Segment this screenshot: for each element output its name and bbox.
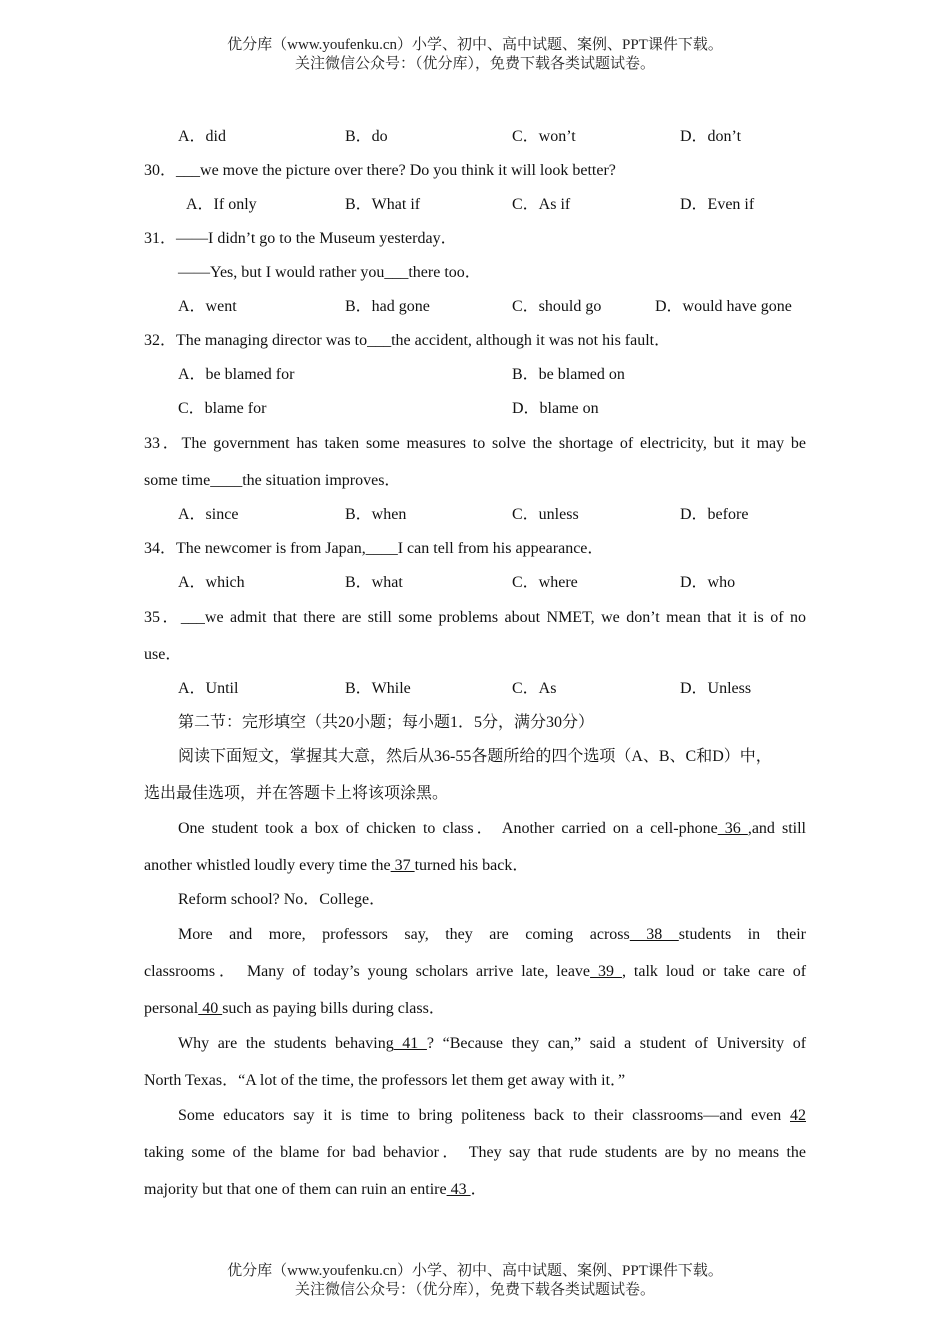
q32-blank: ___ [367, 332, 392, 349]
header-line-2: 关注微信公众号：（优分库），免费下载各类试题试卷。 [294, 56, 655, 72]
q35-option-a: A．Until [178, 680, 239, 697]
q35-text: we admit that there are still some problems about NMET, we don’t mean that it is of no [204, 609, 806, 626]
passage-p4-line-1: Why are the students behaving 41 ? “Because they can,” said a student of University of [178, 1035, 807, 1052]
q31-option-b: B．had gone [345, 298, 430, 315]
q32-option-d: D．blame on [512, 400, 599, 417]
section-2-instruction-2: 选出最佳选项，并在答题卡上将该项涂黑。 [144, 785, 449, 802]
q31-number: 31． [144, 230, 177, 247]
q34-option-b: B．what [345, 574, 403, 591]
q33-text-b: the situation improves． [242, 472, 401, 489]
footer-line-1: 优分库（www.youfenku.cn）小学、初中、高中试题、案例、PPT课件下载。 [227, 1263, 723, 1279]
q30-option-d: D．Even if [680, 196, 755, 213]
q33-option-b: B．when [345, 506, 407, 523]
q35-option-c: C．As [512, 680, 557, 697]
blank-42: 42 [790, 1107, 807, 1124]
passage-p3-line-1: More and more, professors say, they are coming across 38 students in their [178, 926, 806, 943]
q34-stem [144, 539, 603, 559]
section-2-title: 第二节：完形填空（共20小题；每小题1．5分，满分30分） [178, 714, 595, 731]
blank-38: 38 [629, 926, 679, 943]
q33-stem-line-2 [144, 471, 400, 491]
q31-dialogue-1: ——I didn’t go to the Museum yesterday． [176, 230, 457, 247]
blank-39: 39 [590, 963, 622, 980]
passage-p5-line-2: taking some of the blame for bad behavior． They say that rude students are by no means the [144, 1144, 806, 1161]
q30-option-b: B．What if [345, 196, 421, 213]
q31-option-a: A．went [178, 298, 237, 315]
q31-dialogue-2a: ——Yes, but I would rather you [178, 264, 385, 281]
q30-stem [144, 161, 616, 181]
q34-text-a: 34．The newcomer is from Japan, [144, 540, 366, 557]
q30-number: 30． [144, 162, 177, 179]
passage-p1-line-1: One student took a box of chicken to class． Another carried on a cell-phone 36 ,and still [178, 820, 806, 837]
q29-option-a: A．did [178, 128, 227, 145]
q30-option-a: A．If only [186, 196, 257, 213]
q35-option-d: D．Unless [680, 680, 752, 697]
q34-option-d: D．who [680, 574, 736, 591]
q32-option-c: C．blame for [178, 400, 267, 417]
q29-option-b: B．do [345, 128, 388, 145]
q29-option-c: C．won’t [512, 128, 576, 145]
q31-dialogue-2b: there too． [408, 264, 481, 281]
q35-stem-line-2: use． [144, 646, 182, 663]
q30-option-c: C．As if [512, 196, 571, 213]
footer-line-2: 关注微信公众号：（优分库），免费下载各类试题试卷。 [294, 1282, 655, 1298]
page-header [0, 36, 950, 74]
blank-43: 43 [446, 1181, 471, 1198]
q32-text-a: The managing director was to [176, 332, 368, 349]
q35-number: 35． [144, 609, 181, 626]
q32-stem [144, 331, 670, 351]
q33-option-d: D．before [680, 506, 749, 523]
q34-option-c: C．where [512, 574, 578, 591]
q31-option-c: C．should go [512, 298, 602, 315]
passage-p1-line-2: another whistled loudly every time the 37 turned his back． [144, 857, 529, 874]
q31-blank: ___ [384, 264, 409, 281]
q32-option-b: B．be blamed on [512, 366, 625, 383]
section-2-instruction-1: 阅读下面短文，掌握其大意，然后从36-55各题所给的四个选项（A、B、C和D）中， [178, 748, 772, 765]
passage-p5-line-3: majority but that one of them can ruin an entire 43 ． [144, 1181, 487, 1198]
passage-p3-line-2: classrooms． Many of today’s young scholars arrive late, leave 39 , talk loud or take care of [144, 963, 807, 980]
blank-36: 36 [717, 820, 748, 837]
passage-p5-line-1: Some educators say it is time to bring politeness back to their classrooms—and even 42 [178, 1107, 807, 1124]
q32-option-a: A．be blamed for [178, 366, 295, 383]
q34-option-a: A．which [178, 574, 245, 591]
passage-p2: Reform school? No．College． [178, 891, 386, 908]
passage-p3-line-3: personal 40 such as paying bills during class． [144, 1000, 445, 1017]
q33-option-c: C．unless [512, 506, 579, 523]
q29-option-d: D．don’t [680, 128, 742, 145]
blank-40: 40 [198, 1000, 223, 1017]
q35-blank: ___ [180, 609, 205, 626]
blank-37: 37 [390, 857, 415, 874]
header-line-1: 优分库（www.youfenku.cn）小学、初中、高中试题、案例、PPT课件下载。 [227, 37, 723, 53]
q33-option-a: A．since [178, 506, 239, 523]
page-footer [0, 1262, 950, 1300]
q35-option-b: B．While [345, 680, 411, 697]
q33-text-a: some time [144, 472, 211, 489]
q34-blank: ____ [365, 540, 398, 557]
q32-text-b: the accident, although it was not his fault． [391, 332, 671, 349]
passage-p4-line-2: North Texas．“A lot of the time, the professors let them get away with it．” [144, 1072, 626, 1089]
q30-text: we move the picture over there? Do you think it will look better? [200, 162, 616, 179]
q30-blank: ___ [176, 162, 201, 179]
q34-text-b: I can tell from his appearance． [397, 540, 604, 557]
q33-blank: ____ [210, 472, 243, 489]
q33-stem-line-1: 33．The government has taken some measures to solve the shortage of electricity, but it may be [144, 435, 806, 452]
q31-option-d: D．would have gone [655, 298, 792, 315]
q31-stem-line-1 [144, 229, 457, 249]
blank-41: 41 [393, 1035, 427, 1052]
q35-stem-line-1 [144, 608, 806, 628]
q32-number: 32． [144, 332, 177, 349]
q31-stem-line-2 [178, 263, 481, 283]
